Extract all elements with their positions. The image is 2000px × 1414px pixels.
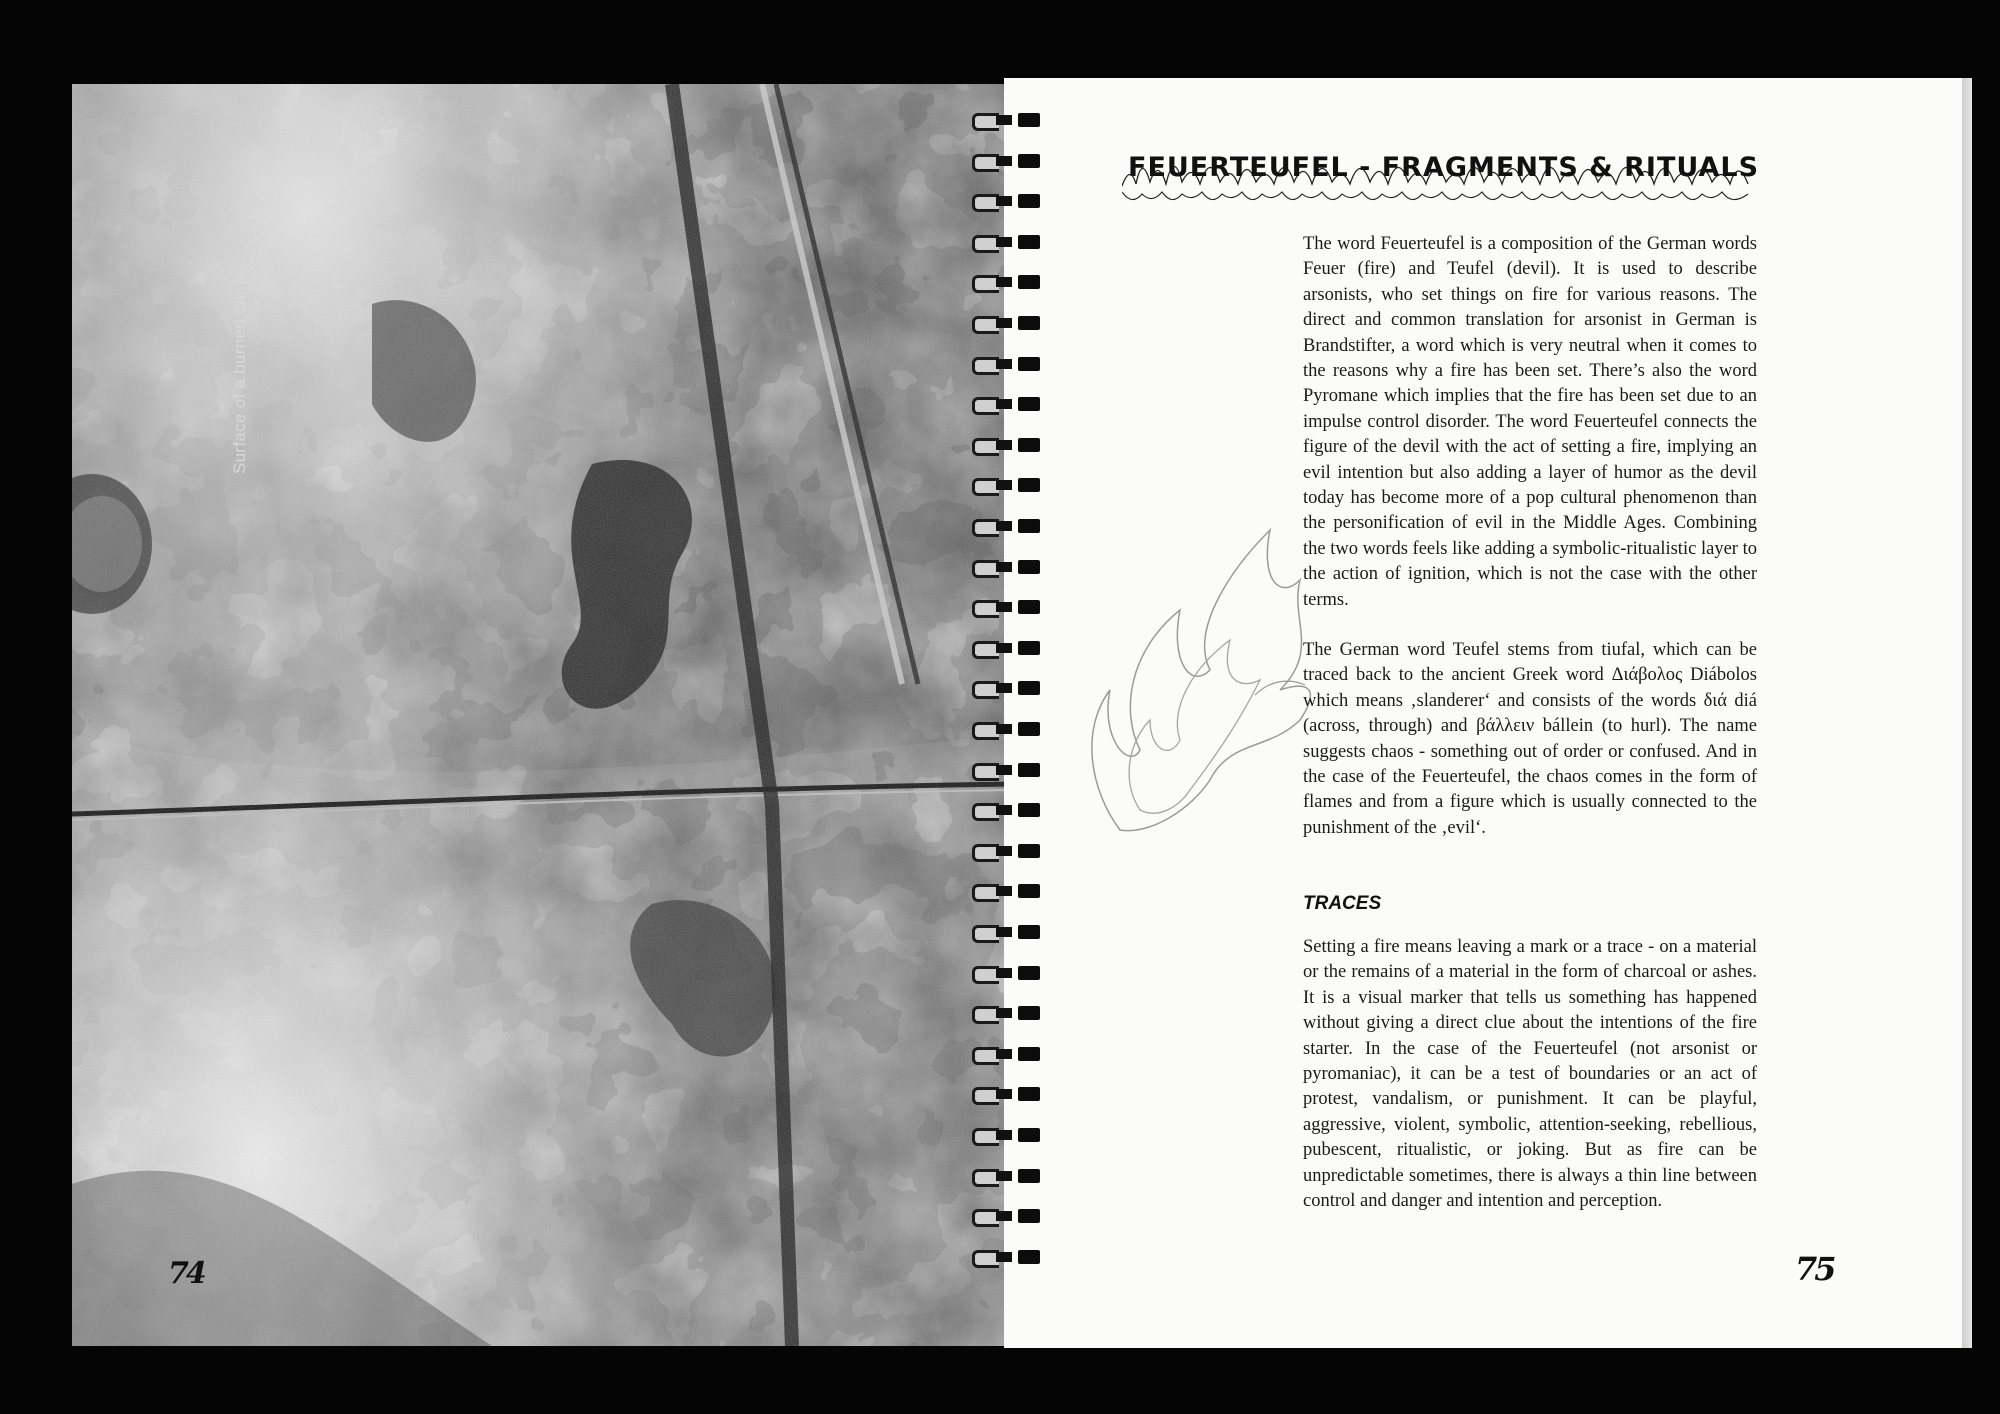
spiral-binding <box>966 110 1046 1320</box>
spiral-coil <box>966 394 1042 414</box>
spiral-coil <box>966 760 1042 780</box>
spiral-coil <box>966 232 1042 252</box>
page-number-right: 75 <box>1795 1250 1834 1288</box>
spiral-coil <box>966 435 1042 455</box>
spiral-coil <box>966 1125 1042 1145</box>
left-page-photo <box>72 84 1012 1346</box>
burned-car-photo <box>72 84 1012 1346</box>
page-number-left: 74 <box>168 1256 204 1291</box>
page-edge <box>1962 78 1972 1348</box>
spiral-coil <box>966 922 1042 942</box>
spiral-coil <box>966 719 1042 739</box>
flame-drawing-icon <box>1070 490 1330 840</box>
spiral-coil <box>966 638 1042 658</box>
spiral-coil <box>966 191 1042 211</box>
spiral-coil <box>966 151 1042 171</box>
spiral-coil <box>966 800 1042 820</box>
spiral-coil <box>966 963 1042 983</box>
spiral-coil <box>966 475 1042 495</box>
spiral-coil <box>966 1247 1042 1267</box>
paragraph-feuerteufel: The word Feuerteufel is a composition of the German words Feuer (fire) and Teufel (devil). It is used to describe arsonists, who set things on fire for various reasons. The direct and common translation for arsonist in German is Brandstifter, a word which is very neutral when it comes to the reasons why a fire has been set. There’s also the word Pyromane which implies that the fire has been set due to an impulse control disorder. The word Feuerteufel connects the figure of the devil with the act of setting a fire, implying an evil intention but also adding a layer of humor as the devil today has become more of a pop cultural phenomenon than the personification of evil in the Middle Ages. Combining the two words feels like adding a symbolic-ritualistic layer to the action of ignition, which is not the case with the other terms. <box>1303 234 1757 610</box>
spiral-coil <box>966 557 1042 577</box>
spiral-coil <box>966 597 1042 617</box>
spiral-coil <box>966 313 1042 333</box>
spiral-coil <box>966 1206 1042 1226</box>
spiral-coil <box>966 516 1042 536</box>
spiral-coil <box>966 881 1042 901</box>
spiral-coil <box>966 841 1042 861</box>
spiral-coil <box>966 354 1042 374</box>
spiral-coil <box>966 272 1042 292</box>
paragraph-teufel-origin: The German word Teufel stems from tiufal, which can be traced back to the ancient Greek word Διάβολος Diábolos which means ‚slanderer‘ and consists of the words διά diá (across, through) and βάλλειν bállein (to hurl). The name suggests chaos - something out of order or confused. And in the case of the Feuerteufel, the chaos comes in the form of flames and from a figure which is usually connected to the punishment of the ‚evil‘. <box>1303 640 1757 838</box>
spiral-coil <box>966 1166 1042 1186</box>
spiral-coil <box>966 1044 1042 1064</box>
spiral-coil <box>966 110 1042 130</box>
spiral-coil <box>966 1084 1042 1104</box>
photo-caption: Surface of a burned car (ca. <box>230 254 249 474</box>
title-text: FEUERTEUFEL - FRAGMENTS & RITUALS <box>1128 152 1760 183</box>
spiral-coil <box>966 678 1042 698</box>
section-heading-traces: TRACES <box>1303 893 1382 914</box>
spiral-coil <box>966 1003 1042 1023</box>
paragraph-traces: Setting a fire means leaving a mark or a trace - on a material or the remains of a material in the form of charcoal or ashes. It is a visual marker that tells us something has happened without giving a direct clue about the intentions of the fire starter. In the case of the Feuerteufel (not arsonist or pyromaniac), it can be a test of boundaries or an act of protest, vandalism, or punishment. It can be playful, aggressive, violent, symbolic, attention-seeking, rebellious, pubescent, ritualistic, or joking. But as fire can be unpredictable sometimes, there is always a thin line between control and danger and intention and perception. <box>1303 937 1757 1212</box>
page-title <box>1128 146 1760 196</box>
